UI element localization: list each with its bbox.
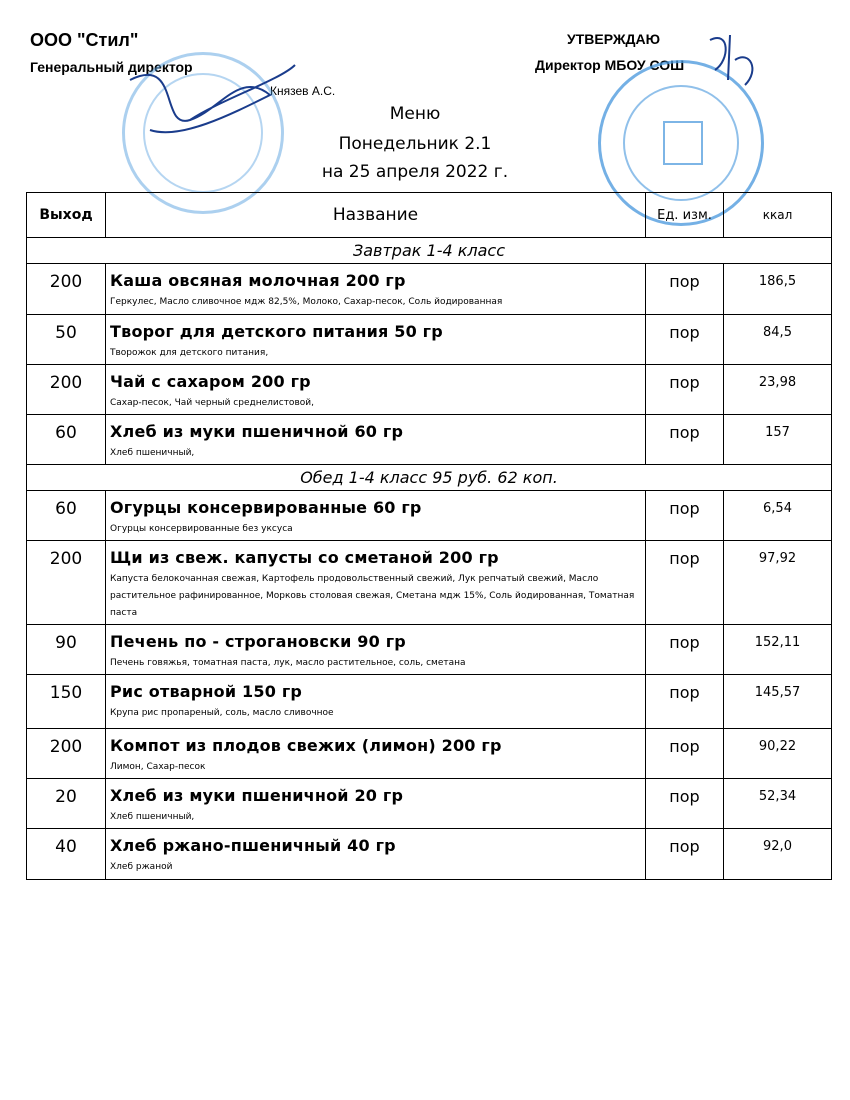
table-row — [27, 264, 832, 315]
name-cell — [106, 779, 646, 829]
table-row — [27, 415, 832, 465]
dish-ingredients: Капуста белокочанная свежая, Картофель продовольственный свежий, Лук репчатый свежий, Масло растительное рафинированное, Морковь столовая свежая, Сметана мдж 15%, Соль йодированная, Томатная паста — [110, 574, 635, 618]
menu-title: Меню — [389, 104, 441, 124]
dish-ingredients: Огурцы консервированные без уксуса — [110, 524, 293, 534]
dish-name: Хлеб ржано-пшеничный 40 гр — [110, 836, 396, 855]
name-cell — [106, 729, 646, 779]
unit-cell: пор — [646, 675, 724, 729]
dish-name: Чай с сахаром 200 гр — [110, 372, 311, 391]
general-director-label: Генеральный директор — [30, 59, 193, 75]
kcal-cell: 6,54 — [724, 491, 832, 541]
dish-name: Рис отварной 150 гр — [110, 682, 303, 701]
dish-ingredients: Хлеб ржаной — [110, 862, 173, 872]
output-cell: 200 — [27, 365, 106, 415]
dish-ingredients: Сахар-песок, Чай черный среднелистовой, — [110, 398, 314, 408]
col-unit-header: Ед. изм. — [646, 193, 724, 238]
school-director-label: Директор МБОУ СОШ — [535, 57, 685, 73]
kcal-cell: 84,5 — [724, 315, 832, 365]
kcal-cell: 152,11 — [724, 625, 832, 675]
school-signature-icon — [700, 30, 770, 90]
output-cell: 40 — [27, 829, 106, 880]
unit-cell: пор — [646, 315, 724, 365]
dish-ingredients: Хлеб пшеничный, — [110, 448, 195, 458]
output-cell: 60 — [27, 415, 106, 465]
section-title: Завтрак 1-4 класс — [27, 238, 832, 264]
output-cell: 60 — [27, 491, 106, 541]
table-row — [27, 625, 832, 675]
unit-cell: пор — [646, 829, 724, 880]
unit-cell: пор — [646, 625, 724, 675]
table-row — [27, 491, 832, 541]
name-cell — [106, 365, 646, 415]
col-name-header: Название — [106, 193, 646, 238]
kcal-cell: 52,34 — [724, 779, 832, 829]
section-title: Обед 1-4 класс 95 руб. 62 коп. — [27, 465, 832, 491]
dish-name: Щи из свеж. капусты со сметаной 200 гр — [110, 548, 499, 567]
dish-ingredients: Геркулес, Масло сливочное мдж 82,5%, Молоко, Сахар-песок, Соль йодированная — [110, 297, 503, 307]
unit-cell: пор — [646, 491, 724, 541]
dish-name: Хлеб из муки пшеничной 60 гр — [110, 422, 404, 441]
output-cell: 150 — [27, 675, 106, 729]
output-cell: 50 — [27, 315, 106, 365]
dish-ingredients: Творожок для детского питания, — [110, 348, 269, 358]
unit-cell: пор — [646, 729, 724, 779]
table-row — [27, 365, 832, 415]
output-cell: 200 — [27, 264, 106, 315]
dish-name: Огурцы консервированные 60 гр — [110, 498, 422, 517]
dish-name: Творог для детского питания 50 гр — [110, 322, 443, 341]
dish-ingredients: Печень говяжья, томатная паста, лук, масло растительное, соль, сметана — [110, 658, 466, 668]
table-row — [27, 541, 832, 625]
unit-cell: пор — [646, 779, 724, 829]
name-cell — [106, 315, 646, 365]
name-cell — [106, 415, 646, 465]
kcal-cell: 145,57 — [724, 675, 832, 729]
kcal-cell: 23,98 — [724, 365, 832, 415]
table-row — [27, 829, 832, 880]
name-cell — [106, 625, 646, 675]
menu-date: на 25 апреля 2022 г. — [321, 162, 509, 182]
approve-label: УТВЕРЖДАЮ — [567, 31, 661, 47]
dish-name: Компот из плодов свежих (лимон) 200 гр — [110, 736, 502, 755]
kcal-cell: 186,5 — [724, 264, 832, 315]
table-row — [27, 779, 832, 829]
unit-cell: пор — [646, 365, 724, 415]
name-cell — [106, 491, 646, 541]
dish-ingredients: Крупа рис пропареный, соль, масло сливочное — [110, 708, 334, 718]
unit-cell: пор — [646, 415, 724, 465]
output-cell: 200 — [27, 541, 106, 625]
dish-ingredients: Хлеб пшеничный, — [110, 812, 195, 822]
table-header-row — [27, 193, 832, 238]
school-building-icon — [663, 121, 703, 165]
menu-body — [27, 238, 832, 880]
output-cell: 200 — [27, 729, 106, 779]
unit-cell: пор — [646, 541, 724, 625]
output-cell: 20 — [27, 779, 106, 829]
col-kcal-header: ккал — [724, 193, 832, 238]
dish-ingredients: Лимон, Сахар-песок — [110, 762, 206, 772]
signer-name: Князев А.С. — [270, 84, 336, 98]
section-row — [27, 238, 832, 264]
dish-name: Печень по - строгановски 90 гр — [110, 632, 406, 651]
table-row — [27, 315, 832, 365]
kcal-cell: 157 — [724, 415, 832, 465]
unit-cell: пор — [646, 264, 724, 315]
org-name: ООО "Стил" — [30, 30, 139, 50]
col-output-header: Выход — [27, 193, 106, 238]
name-cell — [106, 675, 646, 729]
kcal-cell: 92,0 — [724, 829, 832, 880]
name-cell — [106, 541, 646, 625]
name-cell — [106, 829, 646, 880]
kcal-cell: 97,92 — [724, 541, 832, 625]
menu-day: Понедельник 2.1 — [338, 134, 492, 154]
table-row — [27, 675, 832, 729]
output-cell: 90 — [27, 625, 106, 675]
menu-table — [26, 192, 832, 880]
kcal-cell: 90,22 — [724, 729, 832, 779]
section-row — [27, 465, 832, 491]
dish-name: Каша овсяная молочная 200 гр — [110, 271, 406, 290]
dish-name: Хлеб из муки пшеничной 20 гр — [110, 786, 404, 805]
table-row — [27, 729, 832, 779]
director-signature-icon — [120, 60, 300, 170]
name-cell — [106, 264, 646, 315]
